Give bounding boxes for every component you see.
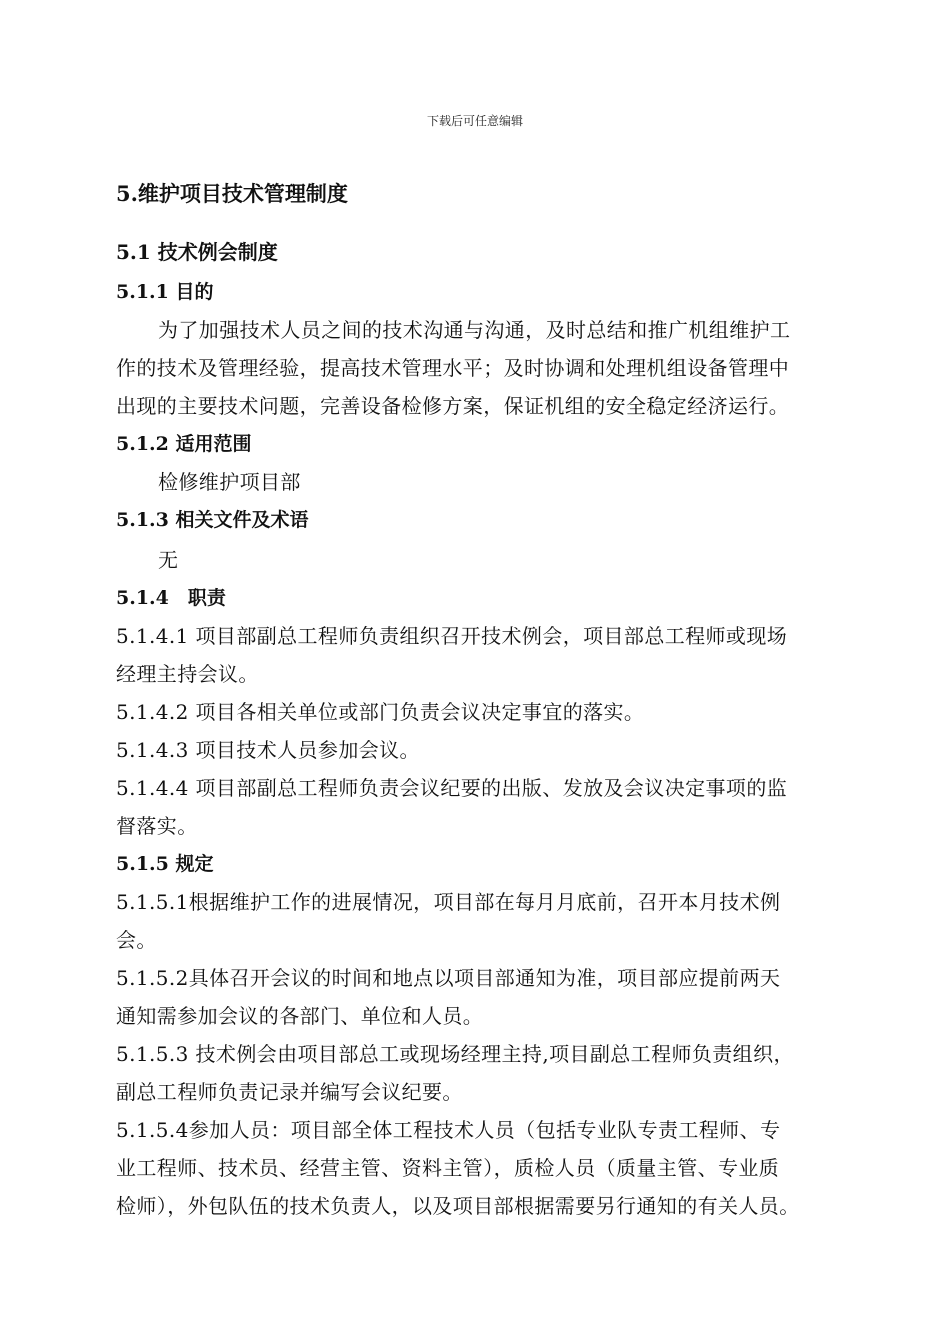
paragraph-line: 经理主持会议。 bbox=[116, 662, 259, 686]
paragraph-line: 出现的主要技术问题，完善设备检修方案，保证机组的安全稳定经济运行。 bbox=[116, 394, 790, 418]
subsection-heading: 5.1.5 规定 bbox=[116, 853, 214, 875]
paragraph-line: 5.1.5.2具体召开会议的时间和地点以项目部通知为准，项目部应提前两天 bbox=[116, 966, 781, 990]
paragraph-line: 5.1.4.1 项目部副总工程师负责组织召开技术例会，项目部总工程师或现场 bbox=[116, 624, 788, 648]
paragraph-line: 5.1.5.3 技术例会由项目部总工或现场经理主持,项目副总工程师负责组织， bbox=[116, 1042, 794, 1066]
paragraph-line: 检修维护项目部 bbox=[158, 470, 301, 494]
paragraph-line: 无 bbox=[158, 548, 179, 572]
paragraph-line: 通知需参加会议的各部门、单位和人员。 bbox=[116, 1004, 484, 1028]
subsection-heading: 5.1.4 职责 bbox=[116, 587, 226, 609]
paragraph-line: 督落实。 bbox=[116, 814, 198, 838]
subsection-heading: 5.1.3 相关文件及术语 bbox=[116, 509, 309, 531]
page-header: 下载后可任意编辑 bbox=[426, 114, 523, 128]
document-title: 5.维护项目技术管理制度 bbox=[116, 181, 348, 206]
paragraph-line: 为了加强技术人员之间的技术沟通与沟通，及时总结和推广机组维护工 bbox=[158, 318, 791, 342]
paragraph-line: 业工程师、技术员、经营主管、资料主管），质检人员（质量主管、专业质 bbox=[116, 1156, 780, 1180]
section-heading: 5.1 技术例会制度 bbox=[116, 240, 278, 264]
paragraph-line: 5.1.4.2 项目各相关单位或部门负责会议决定事宜的落实。 bbox=[116, 700, 645, 724]
paragraph-line: 5.1.4.3 项目技术人员参加会议。 bbox=[116, 738, 420, 762]
paragraph-line: 副总工程师负责记录并编写会议纪要。 bbox=[116, 1080, 463, 1104]
paragraph-line: 会。 bbox=[116, 928, 157, 952]
paragraph-line: 作的技术及管理经验，提高技术管理水平；及时协调和处理机组设备管理中 bbox=[116, 356, 790, 380]
subsection-heading: 5.1.1 目的 bbox=[116, 281, 214, 303]
paragraph-line: 检师），外包队伍的技术负责人，以及项目部根据需要另行通知的有关人员。 bbox=[116, 1194, 800, 1218]
paragraph-line: 5.1.5.1根据维护工作的进展情况，项目部在每月月底前，召开本月技术例 bbox=[116, 890, 781, 914]
paragraph-line: 5.1.5.4参加人员：项目部全体工程技术人员（包括专业队专责工程师、专 bbox=[116, 1118, 781, 1142]
paragraph-line: 5.1.4.4 项目部副总工程师负责会议纪要的出版、发放及会议决定事项的监 bbox=[116, 776, 788, 800]
subsection-heading: 5.1.2 适用范围 bbox=[116, 433, 252, 455]
